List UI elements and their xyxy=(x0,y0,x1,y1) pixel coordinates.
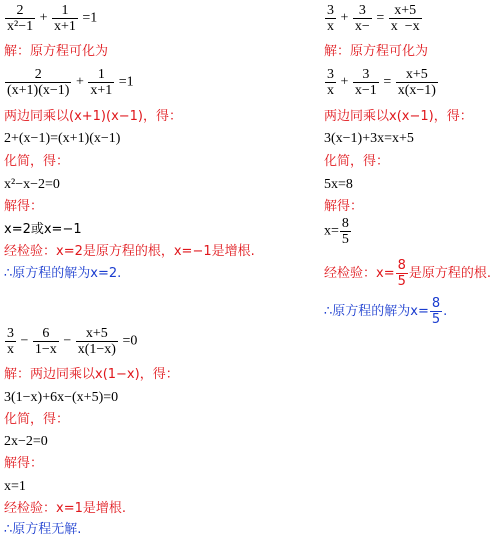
p1-solve-label: 解得： xyxy=(4,199,44,214)
p2-rw-fraction-1: $\frac{3}{x}$ xyxy=(327,67,334,98)
p1-multiply-step: 两边同乘以(x+1)(x−1)，得： xyxy=(4,109,183,124)
p2-solution: x= $\frac{8}{5}$ xyxy=(324,216,349,247)
p3-solution: x=1 xyxy=(4,479,26,494)
p1-simplified: x²−x−2=0 xyxy=(4,177,60,192)
p2-verify-fraction: $\frac{8}{5}$ xyxy=(397,258,406,289)
p3-eq-fraction-2: $\frac{6}{1-x}$ xyxy=(34,326,57,357)
p2-eq-fraction-2: $\frac{3}{x-}$ xyxy=(354,3,370,34)
p1-solutions: x=2或x=−1 xyxy=(4,222,82,237)
p1-multiplied: 2+(x−1)=(x+1)(x−1) xyxy=(4,131,121,146)
p2-simplified: 5x=8 xyxy=(324,177,353,192)
p3-multiply-step: 解：两边同乘以x(1−x)，得： xyxy=(4,367,179,382)
p3-verification: 经检验：x=1是增根. xyxy=(4,501,126,516)
p2-multiplied: 3(x−1)+3x=x+5 xyxy=(324,131,414,146)
p2-conclusion-fraction: $\frac{8}{5}$ xyxy=(431,296,441,327)
p1-rewritten: $\frac{2}{(x+1)(x-1)}$ + $\frac{1}{x+1}$ =1 xyxy=(7,67,134,98)
p2-simplify-label: 化简，得： xyxy=(324,154,390,169)
p2-multiply-step: 两边同乘以x(x−1)，得： xyxy=(324,109,473,124)
p1-rw-fraction-2: $\frac{1}{x+1}$ xyxy=(90,67,113,98)
p3-solve-label: 解得： xyxy=(4,456,44,471)
p3-simplify-label: 化简，得： xyxy=(4,412,70,427)
p1-eq-fraction-1: $\frac{2}{\text{x²−1}}$ xyxy=(7,3,34,34)
p1-simplify-label: 化简，得： xyxy=(4,154,70,169)
p3-simplified: 2x−2=0 xyxy=(4,434,48,449)
p2-eq-fraction-3: $\frac{x+5}{x -x}$ xyxy=(390,3,420,34)
p1-equation: $\frac{2}{\text{x²−1}}$ + $\frac{1}{x+1}$ =1 xyxy=(7,3,98,34)
p3-conclusion: ∴原方程无解. xyxy=(4,522,82,537)
p2-rw-fraction-3: $\frac{x+5}{x(x-1)}$ xyxy=(397,67,436,98)
p3-eq-fraction-3: $\frac{x+5}{x(1-x)}$ xyxy=(77,326,116,357)
p2-rw-fraction-2: $\frac{3}{x-1}$ xyxy=(354,67,377,98)
p1-rw-fraction-1: $\frac{2}{(x+1)(x-1)}$ xyxy=(7,67,70,98)
p3-eq-fraction-1: $\frac{3}{x}$ xyxy=(7,326,14,357)
p2-rewritten: $\frac{3}{x}$ + $\frac{3}{x-1}$ = $\frac{x+5}{x(x-1)}$ xyxy=(327,67,436,98)
p3-equation: $\frac{3}{x}$ − $\frac{6}{1-x}$ − $\frac{x+5}{x(1-x)}$ =0 xyxy=(7,326,138,357)
p2-equation: $\frac{3}{x}$ + $\frac{3}{x-}$ = $\frac{x+5}{x -x}$ xyxy=(327,3,420,34)
p1-step-label: 解：原方程可化为 xyxy=(4,44,109,59)
p2-conclusion: ∴原方程的解为x= $\frac{8}{5}$ . xyxy=(324,296,448,327)
p1-conclusion: ∴原方程的解为x=2. xyxy=(4,266,122,281)
p2-eq-fraction-1: $\frac{3}{x}$ xyxy=(327,3,334,34)
p2-verification: 经检验：x= $\frac{8}{5}$ 是原方程的根. xyxy=(324,258,492,289)
p2-solution-fraction: $\frac{8}{5}$ xyxy=(341,216,349,247)
p3-multiplied: 3(1−x)+6x−(x+5)=0 xyxy=(4,390,119,405)
p2-solve-label: 解得： xyxy=(324,199,364,214)
p2-step-label: 解：原方程可化为 xyxy=(324,44,429,59)
p1-eq-fraction-2: $\frac{1}{x+1}$ xyxy=(54,3,76,34)
p1-verification: 经检验：x=2是原方程的根，x=−1是增根. xyxy=(4,244,255,259)
